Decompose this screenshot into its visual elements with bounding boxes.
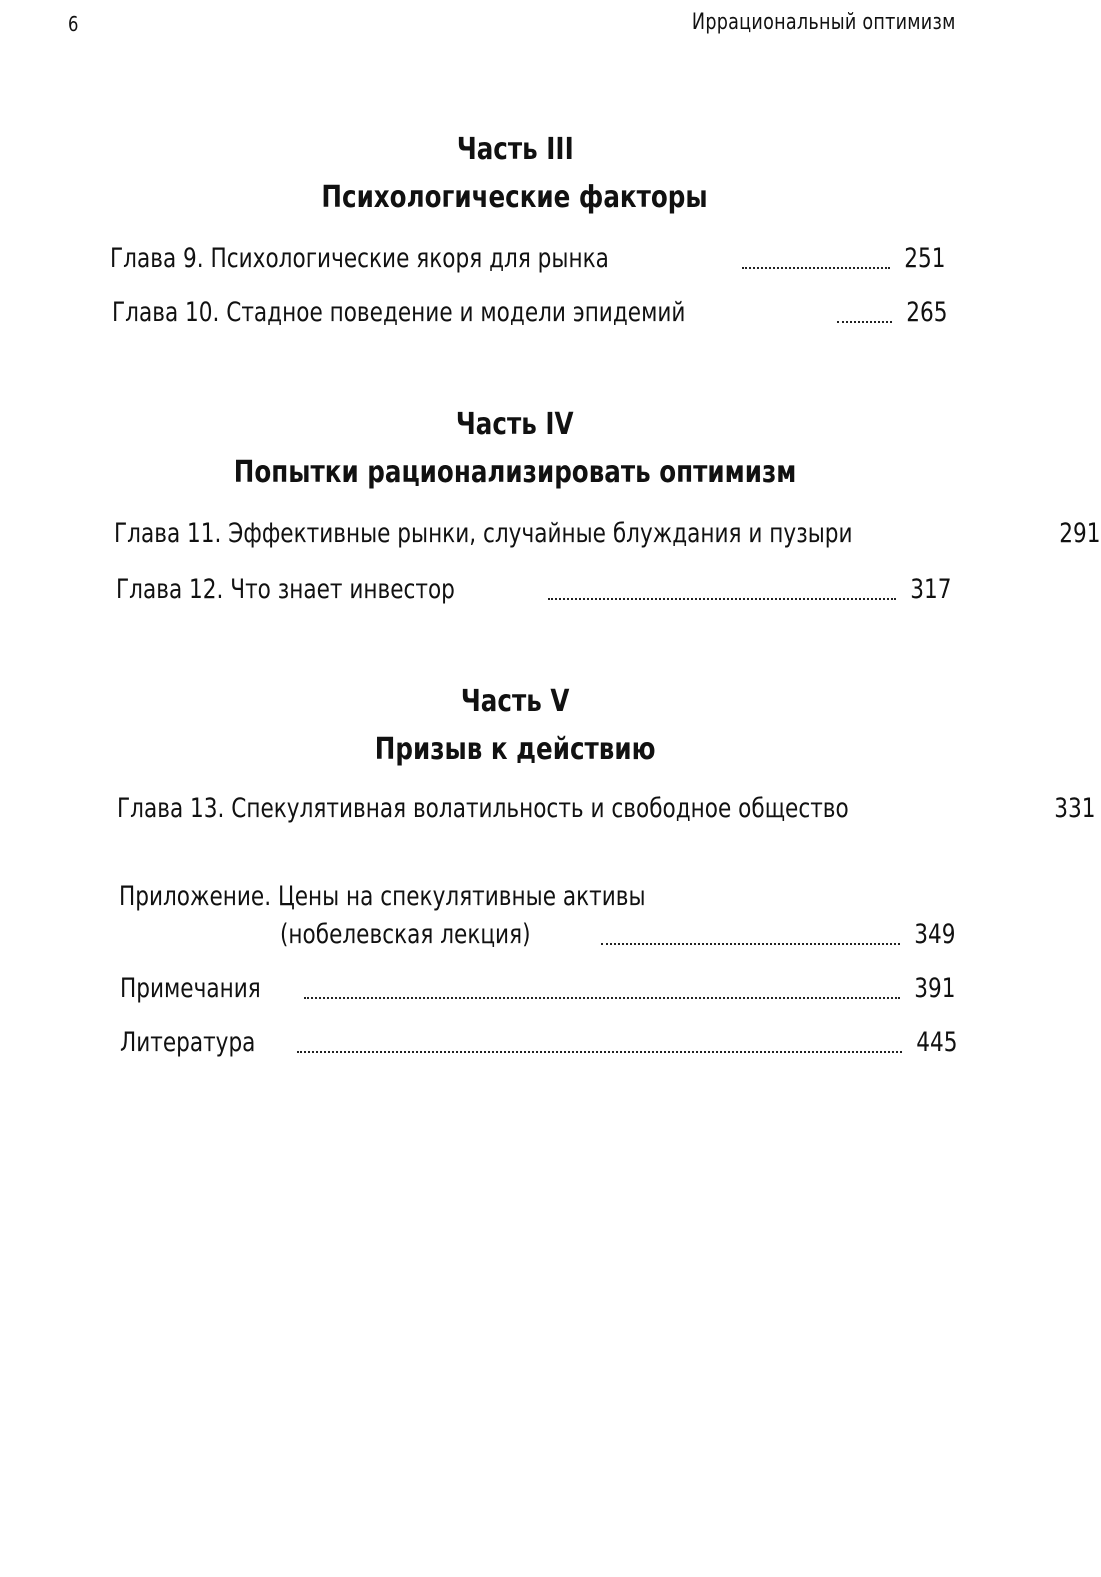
toc-entry-notes[interactable] [120,972,956,1006]
chapter-page: 331 [1054,793,1096,824]
chapter-title: Глава 9. Психологические якоря для рынка [110,243,609,274]
notes-title: Примечания [120,973,261,1004]
literature-title: Литература [120,1027,256,1058]
leader-dots [742,267,891,269]
chapter-title: Глава 11. Эффективные рынки, случайные блуждания и пузыри [114,518,853,549]
toc-entry-literature[interactable] [120,1026,958,1060]
running-title: Иррациональный оптимизм [692,10,956,35]
chapter-page: 251 [904,243,946,274]
chapter-title: Глава 12. Что знает инвестор [116,574,455,605]
literature-page: 445 [916,1027,958,1058]
toc-entry[interactable] [112,296,948,330]
chapter-page: 317 [910,574,952,605]
toc-entry-appendix[interactable] [280,918,956,952]
chapter-page: 291 [1059,518,1101,549]
page-number: 6 [68,12,79,36]
part-label: Часть IV [456,407,574,442]
chapter-title: Глава 10. Стадное поведение и модели эпидемий [112,297,686,328]
leader-dots [601,943,900,945]
part-title: Психологические факторы [321,180,709,215]
appendix-title-line2: (нобелевская лекция) [280,919,531,950]
chapter-title: Глава 13. Спекулятивная волатильность и свободное общество [117,793,849,824]
toc-entry[interactable] [116,573,952,607]
toc-entry[interactable] [110,242,946,276]
leader-dots [297,1051,902,1053]
part-title: Попытки рационализировать оптимизм [233,455,797,490]
chapter-page: 265 [906,297,948,328]
leader-dots [837,321,893,323]
part-label: Часть V [460,684,570,719]
leader-dots [304,997,901,999]
leader-dots [548,598,897,600]
toc-entry[interactable] [114,517,1101,551]
appendix-title-line1[interactable]: Приложение. Цены на спекулятивные активы [119,881,646,912]
toc-entry[interactable] [117,792,1096,826]
appendix-page: 349 [914,919,956,950]
part-title: Призыв к действию [374,732,656,767]
part-label: Часть III [456,132,574,167]
notes-page: 391 [914,973,956,1004]
